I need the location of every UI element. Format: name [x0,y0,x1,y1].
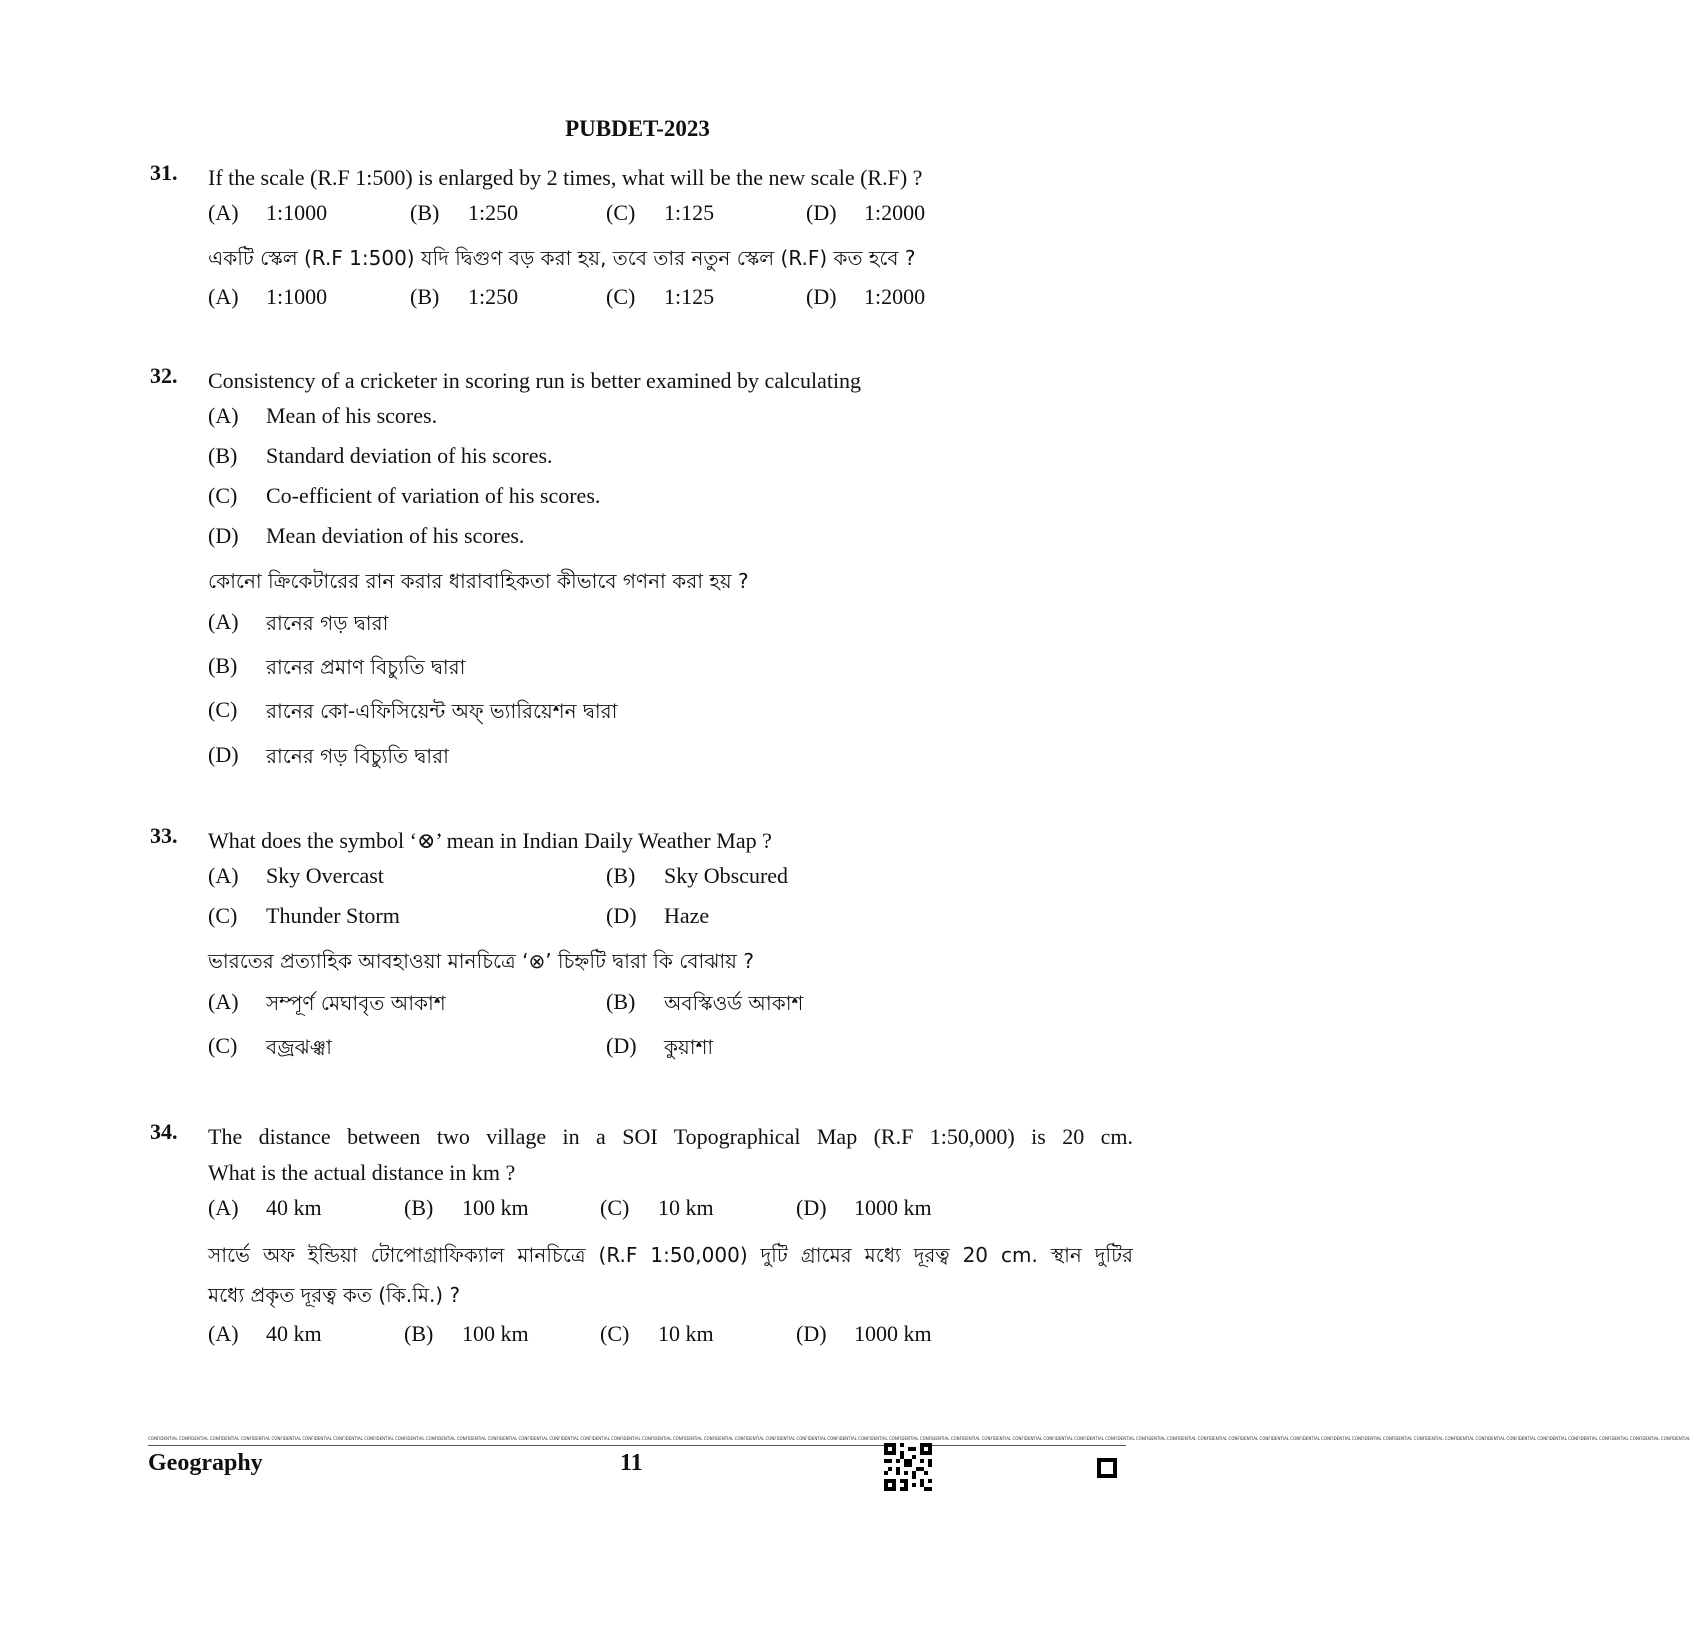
stem-line: The distance between two village in a SOI Topographical Map (R.F 1:50,000) is 20 cm. [208,1124,1133,1149]
question-number: 34. [150,1119,178,1144]
question-stem-bn: কোনো ক্রিকেটারের রান করার ধারাবাহিকতা কীভাবে গণনা করা হয় ? [208,569,749,593]
page-number: 11 [620,1450,643,1476]
footer-subject: Geography [148,1450,263,1476]
question-stem-bn [208,1235,1133,1315]
qr-code-icon [884,1443,932,1491]
question-stem-en: What does the symbol ‘⊗’ mean in Indian Daily Weather Map ? [208,828,772,853]
question-stem-bn: একটি স্কেল (R.F 1:500) যদি দ্বিগুণ বড় করা হয়, তবে তার নতুন স্কেল (R.F) কত হবে ? [208,246,916,270]
page-title: PUBDET-2023 [565,116,710,141]
confidential-strip: CONFIDENTIAL CONFIDENTIAL CONFIDENTIAL CONFIDENTIAL CONFIDENTIAL CONFIDENTIAL CONFIDENTIAL CONFIDENTIAL CONFIDENTIAL CONFIDENTIAL CONFIDENTIAL CONFIDENTIAL CONFIDENTIAL CONFIDENTIAL CONFIDENTIAL CONFIDENTIAL CONFIDENTIAL CONFIDENTIAL CONFIDENTIAL CONFIDENTIAL CONFIDENTIAL CONFIDENTIAL CONFIDENTIAL CONFIDENTIAL CONFIDENTIAL CONFIDENTIAL CONFIDENTIAL CONFIDENTIAL CONFIDENTIAL CONFIDENTIAL CONFIDENTIAL CONFIDENTIAL CONFIDENTIAL CONFIDENTIAL CONFIDENTIAL CONFIDENTIAL CONFIDENTIAL CONFIDENTIAL CONFIDENTIAL CONFIDENTIAL CONFIDENTIAL CONFIDENTIAL CONFIDENTIAL CONFIDENTIAL CONFIDENTIAL CONFIDENTIAL CONFIDENTIAL CONFIDENTIAL CONFIDENTIAL CONFIDENTIAL [148,1437,1126,1446]
question-stem-en: Consistency of a cricketer in scoring run is better examined by calculating [208,368,862,393]
question-stem-bn: ভারতের প্রত্যাহিক আবহাওয়া মানচিত্রে ‘⊗’ চিহ্নটি দ্বারা কি বোঝায় ? [208,949,754,973]
stem-line: সার্ভে অফ ইন্ডিয়া টোপোগ্রাফিক্যাল মানচিত্রে (R.F 1:50,000) দুটি গ্রামের মধ্যে দূরত্ব 20 cm. স্থান দুটির [208,1243,1133,1267]
stem-line: What is the actual distance in km ? [208,1160,516,1185]
question-stem-en: If the scale (R.F 1:500) is enlarged by 2 times, what will be the new scale (R.F) ? [208,165,923,190]
question-stem-en [208,1119,1133,1191]
question-number: 33. [150,823,178,848]
stem-line: মধ্যে প্রকৃত দূরত্ব কত (কি.মি.) ? [208,1283,461,1307]
question-number: 32. [150,363,178,388]
question-number: 31. [150,160,178,185]
corner-square-icon [1097,1458,1117,1478]
